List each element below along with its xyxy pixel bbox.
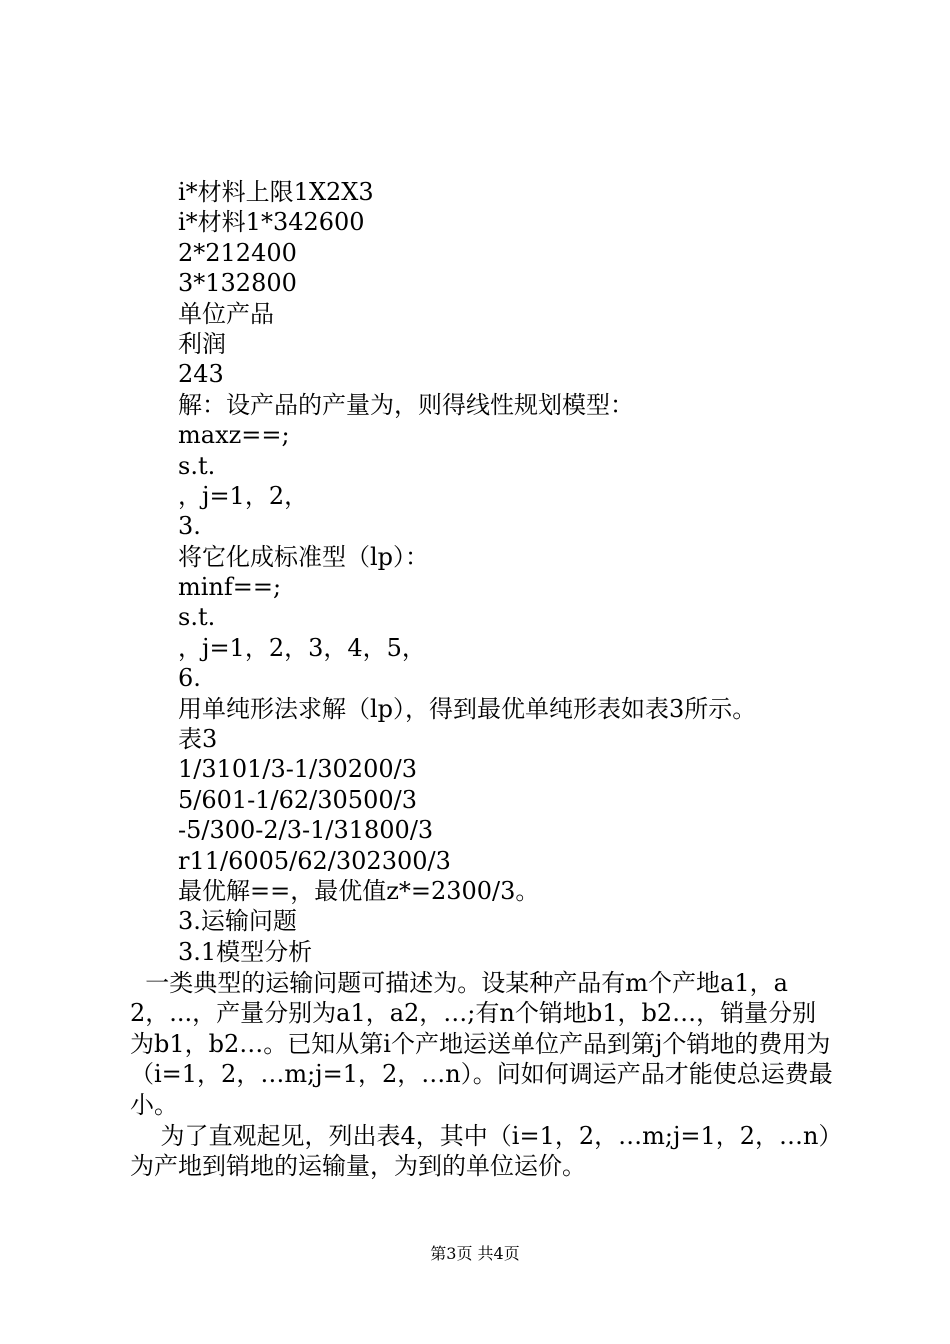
text-line: 单位产品: [178, 299, 274, 328]
text-line: r11/6005/62/302300/3: [178, 846, 451, 875]
text-line: 6.: [178, 664, 201, 693]
content-lines: [178, 177, 838, 967]
text-line: 1/3101/3-1/30200/3: [178, 755, 417, 784]
text-line: 用单纯形法求解（lp），得到最优单纯形表如表3所示。: [178, 694, 757, 723]
text-line: 2*212400: [178, 238, 297, 267]
text-line: 243: [178, 360, 224, 389]
text-line: 利润: [178, 329, 226, 358]
text-line: i*材料上限1X2X3: [178, 178, 374, 206]
text-line: s.t.: [178, 451, 216, 480]
text-line: s.t.: [178, 603, 216, 632]
text-line: minf==;: [178, 573, 282, 602]
text-line: 解：设产品的产量为，则得线性规划模型：: [178, 390, 634, 419]
text-line: 将它化成标准型（lp）：: [178, 542, 430, 571]
text-line: ，j=1，2，3，4，5，: [178, 633, 426, 662]
text-line: maxz==;: [178, 421, 290, 450]
text-line: 5/601-1/62/30500/3: [178, 785, 417, 814]
text-line: i*材料1*342600: [178, 208, 365, 237]
text-line: 最优解==，最优值z*=2300/3。: [178, 876, 540, 905]
text-line: 3*132800: [178, 269, 297, 298]
page-footer: 第3页 共4页: [430, 1244, 520, 1263]
text-line: 3.: [178, 512, 201, 541]
paragraph-table4-intro: 为了直观起见，列出表4，其中（i=1，2，…m;j=1，2，…n）为产地到销地的运输量，为到的单位运价。: [130, 1122, 831, 1181]
text-line: -5/300-2/3-1/31800/3: [178, 816, 434, 845]
text-line: ，j=1，2，: [178, 481, 309, 510]
subsection-heading: 3.1模型分析: [178, 937, 313, 966]
paragraph-transport-description: 一类典型的运输问题可描述为。设某种产品有m个产地a1，a2，...，产量分别为a1，a2，…;有n个销地b1，b2…，销量分别为b1，b2…。已知从第i个产地运送单位产品到第j个销地的费用为（i=1，2，…m;j=1，2，…n）。问如何调运产品才能使总运费最小。: [130, 969, 833, 1119]
text-line: 表3: [178, 725, 218, 754]
section-heading: 3.运输问题: [178, 907, 297, 936]
